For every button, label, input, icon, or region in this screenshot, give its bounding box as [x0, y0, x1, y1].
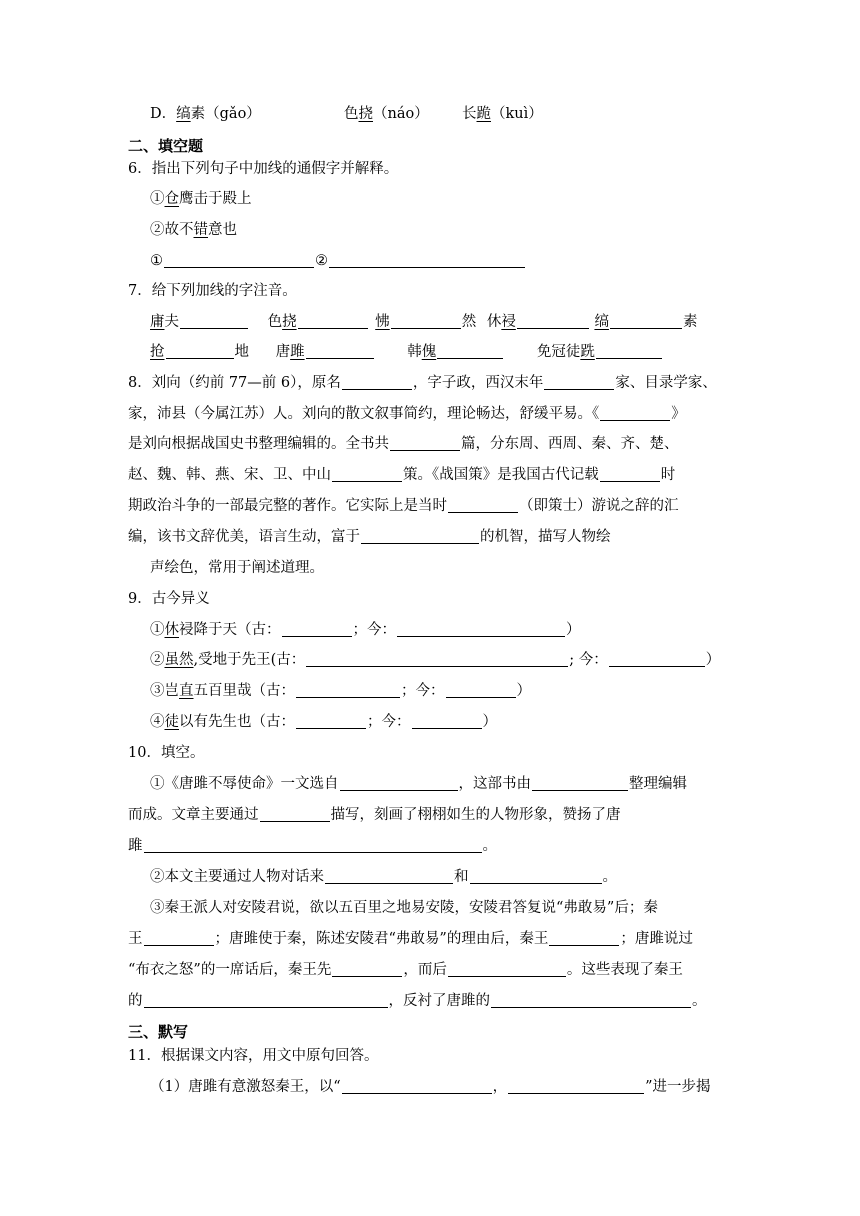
pinyin-text: （náo）	[373, 106, 429, 122]
answer-blank[interactable]	[361, 527, 479, 544]
question-11-stem: 11．根据课文内容，用文中原句回答。	[128, 1048, 379, 1064]
section-heading: 三、默写	[128, 1023, 189, 1041]
text: 8．刘向（约前 77—前 6），原名	[128, 375, 341, 391]
answer-blank[interactable]	[549, 929, 619, 946]
answer-blank[interactable]	[609, 650, 705, 667]
q10-c-line-3	[128, 960, 683, 980]
text: 唐	[275, 344, 291, 360]
answer-blank[interactable]	[342, 373, 412, 390]
answer-blank[interactable]	[448, 960, 566, 977]
text: 韩	[407, 344, 422, 360]
answer-blank[interactable]	[470, 867, 602, 884]
q8-line-1	[128, 373, 717, 393]
answer-blank[interactable]	[144, 929, 214, 946]
answer-blank[interactable]	[448, 496, 518, 513]
underlined-char: 缟	[594, 314, 609, 330]
text: 是刘向根据战国史书整理编辑的。全书共	[128, 436, 389, 452]
text: 五百里哉（古：	[193, 683, 295, 699]
question-7-stem: 7．给下列加线的字注音。	[128, 283, 297, 299]
q6-answer-line	[150, 251, 526, 271]
answer-blank[interactable]	[596, 342, 662, 359]
text: ；今：	[367, 714, 411, 730]
answer-blank[interactable]	[517, 312, 589, 329]
text: 祲降于天（古：	[179, 622, 281, 638]
option-d-item-3	[462, 104, 543, 124]
q7-row-2	[150, 342, 663, 362]
option-d-item-2	[344, 104, 429, 124]
answer-blank[interactable]	[342, 1077, 492, 1094]
text: 休	[486, 314, 502, 330]
answer-blank[interactable]	[508, 1077, 644, 1094]
answer-blank[interactable]	[166, 342, 234, 359]
section-heading: 二、填空题	[128, 137, 204, 155]
q8-line-4	[128, 465, 675, 485]
text: 雎	[128, 838, 143, 854]
text: 然	[461, 314, 477, 330]
answer-blank[interactable]	[296, 712, 366, 729]
q10-c-line-1: ③秦王派人对安陵君说，欲以五百里之地易安陵，安陵君答复说“弗敢易”后；秦	[150, 900, 658, 916]
text: 策。《战国策》是我国古代记载	[403, 467, 599, 483]
q10-c-line-4	[128, 991, 707, 1011]
q8-line-3	[128, 434, 679, 454]
text: 赵、魏、韩、燕、宋、卫、中山	[128, 467, 331, 483]
text: ；今：	[352, 622, 396, 638]
q10-c-line-2	[128, 929, 693, 949]
text: 期政治斗争的一部最完整的著作。它实际上是当时	[128, 498, 447, 514]
q10-b-line	[150, 867, 617, 887]
text: ②故不	[150, 222, 194, 238]
text: 。	[602, 869, 617, 885]
text: 篇，分东周、西周、秦、齐、楚、	[461, 436, 679, 452]
q10-a-line-1	[150, 774, 687, 794]
text: 的	[128, 993, 143, 1009]
text: 以有先生也（古：	[179, 714, 295, 730]
q9-row-3	[150, 681, 531, 701]
text: 鹰击于殿上	[179, 191, 252, 207]
answer-blank[interactable]	[610, 312, 682, 329]
answer-blank[interactable]	[306, 650, 568, 667]
text: ，反衬了唐雎的	[388, 993, 490, 1009]
text: ，	[492, 1079, 508, 1095]
text: ①《唐雎不辱使命》一文选自	[150, 776, 339, 792]
answer-blank[interactable]	[544, 373, 614, 390]
text: 》	[671, 406, 686, 422]
option-label: D．	[150, 106, 177, 122]
answer-blank[interactable]	[282, 620, 352, 637]
underlined-char: 挠	[358, 106, 373, 122]
underlined-char: 雎	[290, 344, 305, 360]
text: ; 今：	[569, 652, 608, 668]
q10-a-line-2	[128, 805, 621, 825]
q9-row-1	[150, 620, 581, 640]
circle-number: ④	[150, 714, 165, 730]
answer-blank[interactable]	[437, 342, 503, 359]
text: 。	[692, 993, 707, 1009]
text: 王	[128, 931, 143, 947]
text: 编，该书文辞优美，语言生动，富于	[128, 529, 360, 545]
q9-row-4	[150, 712, 497, 732]
underlined-char: 缟	[176, 106, 191, 122]
answer-blank[interactable]	[391, 312, 461, 329]
text: ③岂	[150, 683, 179, 699]
answer-blank[interactable]	[180, 312, 248, 329]
answer-blank[interactable]	[144, 836, 482, 853]
q8-line-2	[128, 404, 686, 424]
text: 夫	[164, 314, 179, 330]
q8-line-7: 声绘色，常用于阐述道理。	[150, 560, 324, 576]
text: 地	[234, 344, 249, 360]
text: ；唐雎使于秦，陈述安陵君“弗敢易”的理由后，秦王	[214, 931, 549, 947]
text: 素	[682, 314, 698, 330]
underlined-char: 挠	[282, 314, 297, 330]
question-9-stem: 9．古今异义	[128, 591, 210, 607]
answer-blank[interactable]	[412, 712, 482, 729]
answer-blank[interactable]	[600, 465, 660, 482]
pinyin-text: （kuì）	[491, 106, 543, 122]
q7-row-1	[150, 312, 697, 332]
text: ”进一步揭	[645, 1079, 711, 1095]
underlined-char: 错	[193, 222, 208, 238]
answer-blank[interactable]	[298, 312, 368, 329]
text: ）	[705, 652, 721, 668]
underlined-char: 休	[164, 622, 179, 638]
underlined-char: 直	[179, 683, 194, 699]
text: ；唐雎说过	[620, 931, 693, 947]
q6-sentence-2	[150, 220, 237, 240]
text: 色	[267, 314, 283, 330]
circle-number: ①	[150, 253, 163, 269]
underlined-char: 仓	[164, 191, 179, 207]
text: 免冠徒	[536, 344, 581, 360]
answer-blank[interactable]	[306, 342, 374, 359]
underlined-char: 徒	[164, 714, 179, 730]
answer-blank[interactable]	[600, 404, 670, 421]
answer-blank[interactable]	[397, 620, 565, 637]
q8-line-6	[128, 527, 611, 547]
text: 和	[454, 869, 469, 885]
text: 。	[482, 838, 497, 854]
text: ）	[516, 683, 531, 699]
answer-blank[interactable]	[329, 251, 525, 268]
circle-number: ①	[150, 622, 165, 638]
circle-number: ②	[150, 652, 165, 668]
underlined-char: 怫	[375, 314, 390, 330]
text: ②本文主要通过人物对话来	[150, 869, 324, 885]
answer-blank[interactable]	[260, 805, 330, 822]
text: “布衣之怒”的一席话后，秦王先	[128, 962, 332, 978]
answer-blank[interactable]	[532, 774, 628, 791]
answer-blank[interactable]	[446, 681, 516, 698]
text: 。这些表现了秦王	[566, 962, 683, 978]
underlined-char: 跣	[580, 344, 595, 360]
underlined-char: 跪	[476, 106, 491, 122]
q11-part-1	[150, 1077, 711, 1097]
text: 家，沛县（今属江苏）人。刘向的散文叙事简约，理论畅达，舒缓平易。《	[128, 406, 600, 422]
q9-row-2	[150, 650, 720, 670]
option-d-line	[150, 104, 261, 124]
q6-sentence-1	[150, 189, 252, 209]
q8-line-5	[128, 496, 679, 516]
answer-blank[interactable]	[332, 465, 402, 482]
answer-blank[interactable]	[325, 867, 453, 884]
answer-blank[interactable]	[332, 960, 402, 977]
underlined-char: 傀	[421, 344, 437, 360]
text: 的机智，描写人物绘	[480, 529, 611, 545]
underlined-char: 抢	[150, 344, 165, 360]
text: ，而后	[403, 962, 447, 978]
text: 而成。文章主要通过	[128, 807, 259, 823]
text: （1）唐雎有意激怒秦王，以“	[150, 1079, 341, 1095]
text: ；今：	[401, 683, 445, 699]
answer-blank[interactable]	[144, 991, 388, 1008]
answer-blank[interactable]	[164, 251, 314, 268]
text: 色	[344, 106, 359, 122]
text: ,受地于先王(古：	[193, 652, 306, 668]
text: 家、目录学家、	[615, 375, 717, 391]
pinyin-text: 素（gǎo）	[190, 106, 261, 122]
underlined-chars: 虽然	[164, 652, 194, 668]
circle-number: ②	[315, 253, 328, 269]
text: 整理编辑	[629, 776, 687, 792]
answer-blank[interactable]	[491, 991, 691, 1008]
text: ）	[482, 714, 497, 730]
answer-blank[interactable]	[340, 774, 458, 791]
answer-blank[interactable]	[390, 434, 460, 451]
text: ，字子政，西汉末年	[412, 375, 544, 391]
text: ）	[566, 622, 581, 638]
q10-a-line-3	[128, 836, 497, 856]
text: 时	[660, 467, 676, 483]
circle-number: ①	[150, 191, 165, 207]
text: （即策士）游说之辞的汇	[519, 498, 679, 514]
question-10-stem: 10．填空。	[128, 745, 205, 761]
text: 意也	[208, 222, 237, 238]
underlined-char: 祲	[501, 314, 516, 330]
text: ，这部书由	[458, 776, 531, 792]
question-6-stem: 6．指出下列句子中加线的通假字并解释。	[128, 161, 399, 177]
underlined-char: 庸	[150, 314, 165, 330]
answer-blank[interactable]	[296, 681, 400, 698]
text: 描写，刻画了栩栩如生的人物形象，赞扬了唐	[330, 807, 621, 823]
text: 长	[462, 106, 477, 122]
